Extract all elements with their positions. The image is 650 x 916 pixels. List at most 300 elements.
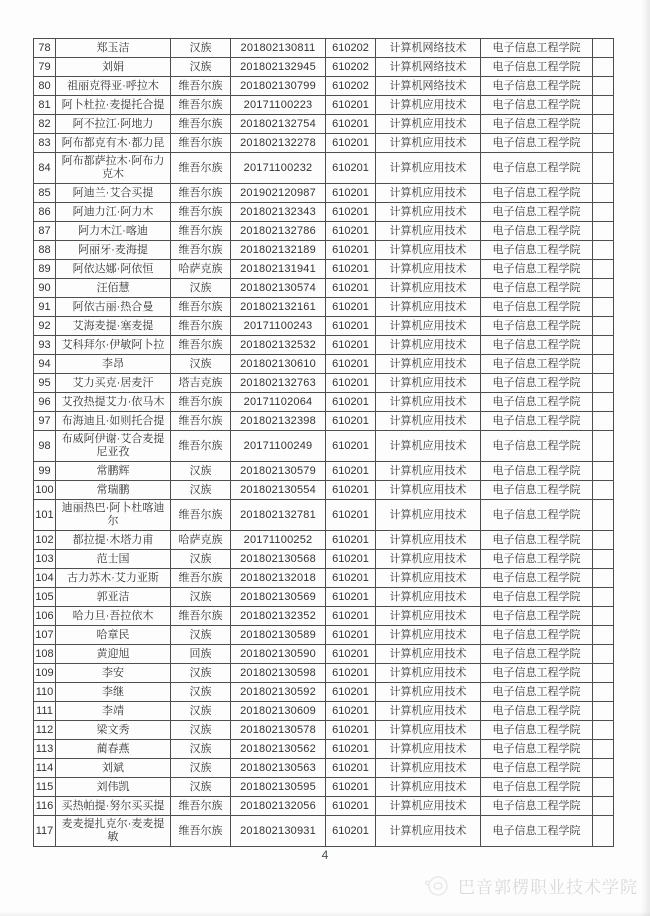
student-id-cell: 201802130579 <box>231 462 326 481</box>
no-cell: 91 <box>34 298 56 317</box>
table-row <box>34 702 614 721</box>
ethnicity-cell: 汉族 <box>171 664 231 683</box>
student-table-body <box>34 39 614 847</box>
college-watermark <box>421 872 638 898</box>
note-cell <box>593 134 614 153</box>
ethnicity-cell: 维吾尔族 <box>171 607 231 626</box>
no-cell: 94 <box>34 355 56 374</box>
table-row <box>34 740 614 759</box>
name-cell: 古力苏木·艾力亚斯 <box>56 569 171 588</box>
college-cell: 电子信息工程学院 <box>481 355 593 374</box>
table-row <box>34 664 614 683</box>
student-id-cell: 20171100252 <box>231 531 326 550</box>
note-cell <box>593 816 614 847</box>
name-cell: 李安 <box>56 664 171 683</box>
major-cell: 计算机应用技术 <box>376 531 481 550</box>
ethnicity-cell: 汉族 <box>171 702 231 721</box>
college-cell: 电子信息工程学院 <box>481 298 593 317</box>
name-cell: 梁文秀 <box>56 721 171 740</box>
college-cell: 电子信息工程学院 <box>481 222 593 241</box>
major-cell: 计算机应用技术 <box>376 645 481 664</box>
ethnicity-cell: 回族 <box>171 645 231 664</box>
table-row <box>34 134 614 153</box>
ethnicity-cell: 维吾尔族 <box>171 393 231 412</box>
no-cell: 79 <box>34 58 56 77</box>
ethnicity-cell: 维吾尔族 <box>171 500 231 531</box>
major-cell: 计算机应用技术 <box>376 759 481 778</box>
college-cell: 电子信息工程学院 <box>481 184 593 203</box>
name-cell: 艾科拜尔·伊敏阿卜拉 <box>56 336 171 355</box>
page-edge-shadow-right <box>641 0 650 916</box>
major-cell: 计算机应用技术 <box>376 588 481 607</box>
college-cell: 电子信息工程学院 <box>481 797 593 816</box>
no-cell: 102 <box>34 531 56 550</box>
ethnicity-cell: 汉族 <box>171 279 231 298</box>
note-cell <box>593 778 614 797</box>
note-cell <box>593 58 614 77</box>
no-cell: 81 <box>34 96 56 115</box>
note-cell <box>593 569 614 588</box>
major-cell: 计算机应用技术 <box>376 355 481 374</box>
name-cell: 迪丽热巴·阿卜杜喀迪尔 <box>56 500 171 531</box>
ethnicity-cell: 维吾尔族 <box>171 96 231 115</box>
student-id-cell: 201802130569 <box>231 588 326 607</box>
table-row <box>34 626 614 645</box>
student-id-cell: 201802132189 <box>231 241 326 260</box>
major-code-cell: 610201 <box>326 115 376 134</box>
major-code-cell: 610201 <box>326 550 376 569</box>
no-cell: 86 <box>34 203 56 222</box>
student-id-cell: 201802132786 <box>231 222 326 241</box>
note-cell <box>593 412 614 431</box>
name-cell: 李继 <box>56 683 171 702</box>
no-cell: 106 <box>34 607 56 626</box>
major-code-cell: 610201 <box>326 374 376 393</box>
student-id-cell: 20171100249 <box>231 431 326 462</box>
no-cell: 90 <box>34 279 56 298</box>
table-row <box>34 203 614 222</box>
ethnicity-cell: 维吾尔族 <box>171 412 231 431</box>
note-cell <box>593 115 614 134</box>
college-cell: 电子信息工程学院 <box>481 531 593 550</box>
name-cell: 阿不拉江·阿地力 <box>56 115 171 134</box>
no-cell: 100 <box>34 481 56 500</box>
college-cell: 电子信息工程学院 <box>481 588 593 607</box>
no-cell: 103 <box>34 550 56 569</box>
ethnicity-cell: 哈萨克族 <box>171 260 231 279</box>
name-cell: 范士国 <box>56 550 171 569</box>
major-code-cell: 610201 <box>326 222 376 241</box>
major-code-cell: 610201 <box>326 588 376 607</box>
ethnicity-cell: 汉族 <box>171 58 231 77</box>
ethnicity-cell: 汉族 <box>171 481 231 500</box>
ethnicity-cell: 汉族 <box>171 721 231 740</box>
no-cell: 116 <box>34 797 56 816</box>
major-code-cell: 610201 <box>326 153 376 184</box>
note-cell <box>593 260 614 279</box>
no-cell: 107 <box>34 626 56 645</box>
note-cell <box>593 153 614 184</box>
college-cell: 电子信息工程学院 <box>481 645 593 664</box>
major-cell: 计算机网络技术 <box>376 39 481 58</box>
ethnicity-cell: 汉族 <box>171 462 231 481</box>
major-cell: 计算机应用技术 <box>376 298 481 317</box>
student-id-cell: 201802132945 <box>231 58 326 77</box>
table-row <box>34 778 614 797</box>
page-edge-shadow-bottom <box>0 911 650 916</box>
name-cell: 郭亚洁 <box>56 588 171 607</box>
major-code-cell: 610201 <box>326 721 376 740</box>
name-cell: 阿丽牙·麦海提 <box>56 241 171 260</box>
ethnicity-cell: 维吾尔族 <box>171 203 231 222</box>
major-cell: 计算机应用技术 <box>376 607 481 626</box>
major-code-cell: 610202 <box>326 39 376 58</box>
major-code-cell: 610201 <box>326 96 376 115</box>
note-cell <box>593 797 614 816</box>
name-cell: 刘娟 <box>56 58 171 77</box>
ethnicity-cell: 汉族 <box>171 683 231 702</box>
table-row <box>34 393 614 412</box>
name-cell: 李昂 <box>56 355 171 374</box>
name-cell: 都拉提·木塔力甫 <box>56 531 171 550</box>
no-cell: 117 <box>34 816 56 847</box>
major-code-cell: 610201 <box>326 336 376 355</box>
ethnicity-cell: 维吾尔族 <box>171 298 231 317</box>
major-cell: 计算机网络技术 <box>376 58 481 77</box>
page-number: 4 <box>321 848 329 862</box>
student-id-cell: 201802130574 <box>231 279 326 298</box>
note-cell <box>593 759 614 778</box>
name-cell: 麦麦提扎克尔·麦麦提敏 <box>56 816 171 847</box>
note-cell <box>593 393 614 412</box>
table-row <box>34 645 614 664</box>
major-cell: 计算机应用技术 <box>376 481 481 500</box>
major-cell: 计算机应用技术 <box>376 500 481 531</box>
college-cell: 电子信息工程学院 <box>481 569 593 588</box>
no-cell: 87 <box>34 222 56 241</box>
college-cell: 电子信息工程学院 <box>481 203 593 222</box>
major-code-cell: 610201 <box>326 569 376 588</box>
major-code-cell: 610201 <box>326 462 376 481</box>
major-cell: 计算机应用技术 <box>376 115 481 134</box>
student-id-cell: 201802130609 <box>231 702 326 721</box>
major-code-cell: 610201 <box>326 607 376 626</box>
table-row <box>34 336 614 355</box>
major-code-cell: 610201 <box>326 317 376 336</box>
major-cell: 计算机应用技术 <box>376 683 481 702</box>
major-code-cell: 610201 <box>326 431 376 462</box>
major-code-cell: 610201 <box>326 664 376 683</box>
no-cell: 93 <box>34 336 56 355</box>
name-cell: 哈力旦·吾拉依木 <box>56 607 171 626</box>
student-roster-table <box>33 38 614 847</box>
name-cell: 李靖 <box>56 702 171 721</box>
major-cell: 计算机应用技术 <box>376 721 481 740</box>
student-id-cell: 201802130578 <box>231 721 326 740</box>
table-row <box>34 39 614 58</box>
note-cell <box>593 222 614 241</box>
ethnicity-cell: 汉族 <box>171 588 231 607</box>
major-code-cell: 610201 <box>326 759 376 778</box>
no-cell: 101 <box>34 500 56 531</box>
major-cell: 计算机应用技术 <box>376 374 481 393</box>
student-id-cell: 20171100232 <box>231 153 326 184</box>
major-cell: 计算机应用技术 <box>376 412 481 431</box>
ethnicity-cell: 维吾尔族 <box>171 222 231 241</box>
college-cell: 电子信息工程学院 <box>481 39 593 58</box>
note-cell <box>593 203 614 222</box>
major-code-cell: 610201 <box>326 412 376 431</box>
student-id-cell: 201802132754 <box>231 115 326 134</box>
ethnicity-cell: 维吾尔族 <box>171 797 231 816</box>
no-cell: 83 <box>34 134 56 153</box>
student-id-cell: 201802130554 <box>231 481 326 500</box>
name-cell: 祖丽克得亚·呼拉木 <box>56 77 171 96</box>
table-row <box>34 816 614 847</box>
name-cell: 阿卜杜拉·麦提托合提 <box>56 96 171 115</box>
college-cell: 电子信息工程学院 <box>481 317 593 336</box>
note-cell <box>593 241 614 260</box>
ethnicity-cell: 维吾尔族 <box>171 134 231 153</box>
note-cell <box>593 184 614 203</box>
no-cell: 80 <box>34 77 56 96</box>
student-id-cell: 201802132161 <box>231 298 326 317</box>
table-row <box>34 222 614 241</box>
major-code-cell: 610201 <box>326 184 376 203</box>
student-id-cell: 201902120987 <box>231 184 326 203</box>
table-row <box>34 683 614 702</box>
no-cell: 99 <box>34 462 56 481</box>
major-cell: 计算机应用技术 <box>376 241 481 260</box>
table-row <box>34 374 614 393</box>
student-id-cell: 201802130592 <box>231 683 326 702</box>
major-code-cell: 610201 <box>326 816 376 847</box>
college-cell: 电子信息工程学院 <box>481 664 593 683</box>
student-id-cell: 201802130931 <box>231 816 326 847</box>
college-cell: 电子信息工程学院 <box>481 759 593 778</box>
no-cell: 108 <box>34 645 56 664</box>
no-cell: 96 <box>34 393 56 412</box>
student-id-cell: 201802132018 <box>231 569 326 588</box>
ethnicity-cell: 维吾尔族 <box>171 569 231 588</box>
college-cell: 电子信息工程学院 <box>481 481 593 500</box>
ethnicity-cell: 塔吉克族 <box>171 374 231 393</box>
note-cell <box>593 664 614 683</box>
major-code-cell: 610202 <box>326 58 376 77</box>
name-cell: 常瑞鹏 <box>56 481 171 500</box>
ethnicity-cell: 汉族 <box>171 740 231 759</box>
table-row <box>34 759 614 778</box>
major-cell: 计算机应用技术 <box>376 462 481 481</box>
note-cell <box>593 39 614 58</box>
college-cell: 电子信息工程学院 <box>481 550 593 569</box>
note-cell <box>593 740 614 759</box>
table-row <box>34 153 614 184</box>
ethnicity-cell: 维吾尔族 <box>171 431 231 462</box>
major-cell: 计算机应用技术 <box>376 664 481 683</box>
ethnicity-cell: 汉族 <box>171 626 231 645</box>
student-id-cell: 201802130799 <box>231 77 326 96</box>
student-id-cell: 201802132352 <box>231 607 326 626</box>
major-code-cell: 610201 <box>326 683 376 702</box>
major-code-cell: 610201 <box>326 260 376 279</box>
major-cell: 计算机应用技术 <box>376 626 481 645</box>
name-cell: 买热帕提·努尔买买提 <box>56 797 171 816</box>
college-cell: 电子信息工程学院 <box>481 778 593 797</box>
college-cell: 电子信息工程学院 <box>481 241 593 260</box>
college-cell: 电子信息工程学院 <box>481 721 593 740</box>
name-cell: 艾力买克·居麦汗 <box>56 374 171 393</box>
table-row <box>34 588 614 607</box>
major-code-cell: 610201 <box>326 134 376 153</box>
college-cell: 电子信息工程学院 <box>481 336 593 355</box>
no-cell: 111 <box>34 702 56 721</box>
student-id-cell: 201802130598 <box>231 664 326 683</box>
no-cell: 92 <box>34 317 56 336</box>
major-code-cell: 610201 <box>326 203 376 222</box>
major-code-cell: 610201 <box>326 531 376 550</box>
major-cell: 计算机应用技术 <box>376 740 481 759</box>
ethnicity-cell: 哈萨克族 <box>171 531 231 550</box>
table-row <box>34 721 614 740</box>
table-row <box>34 500 614 531</box>
table-row <box>34 412 614 431</box>
no-cell: 82 <box>34 115 56 134</box>
ethnicity-cell: 维吾尔族 <box>171 153 231 184</box>
name-cell: 黄迎旭 <box>56 645 171 664</box>
name-cell: 阿迪力江·阿力木 <box>56 203 171 222</box>
name-cell: 蔺春燕 <box>56 740 171 759</box>
no-cell: 114 <box>34 759 56 778</box>
table-row <box>34 462 614 481</box>
note-cell <box>593 588 614 607</box>
name-cell: 艾孜热提艾力·依马木 <box>56 393 171 412</box>
college-cell: 电子信息工程学院 <box>481 115 593 134</box>
college-cell: 电子信息工程学院 <box>481 626 593 645</box>
college-cell: 电子信息工程学院 <box>481 740 593 759</box>
student-id-cell: 20171100243 <box>231 317 326 336</box>
major-cell: 计算机应用技术 <box>376 96 481 115</box>
ethnicity-cell: 汉族 <box>171 759 231 778</box>
major-cell: 计算机应用技术 <box>376 153 481 184</box>
name-cell: 阿布都克有木·都力昆 <box>56 134 171 153</box>
table-row <box>34 317 614 336</box>
major-code-cell: 610201 <box>326 355 376 374</box>
student-id-cell: 201802132398 <box>231 412 326 431</box>
name-cell: 艾海麦提·塞麦提 <box>56 317 171 336</box>
name-cell: 刘斌 <box>56 759 171 778</box>
college-cell: 电子信息工程学院 <box>481 134 593 153</box>
major-cell: 计算机应用技术 <box>376 431 481 462</box>
table-row <box>34 531 614 550</box>
note-cell <box>593 431 614 462</box>
major-cell: 计算机应用技术 <box>376 393 481 412</box>
college-cell: 电子信息工程学院 <box>481 374 593 393</box>
major-cell: 计算机应用技术 <box>376 260 481 279</box>
note-cell <box>593 317 614 336</box>
college-cell: 电子信息工程学院 <box>481 702 593 721</box>
major-cell: 计算机应用技术 <box>376 797 481 816</box>
name-cell: 常鹏辉 <box>56 462 171 481</box>
major-code-cell: 610201 <box>326 279 376 298</box>
no-cell: 95 <box>34 374 56 393</box>
college-cell: 电子信息工程学院 <box>481 153 593 184</box>
note-cell <box>593 298 614 317</box>
name-cell: 布威阿伊谢·艾合麦提尼亚孜 <box>56 431 171 462</box>
no-cell: 105 <box>34 588 56 607</box>
table-row <box>34 569 614 588</box>
ethnicity-cell: 汉族 <box>171 39 231 58</box>
student-id-cell: 201802130590 <box>231 645 326 664</box>
note-cell <box>593 550 614 569</box>
no-cell: 112 <box>34 721 56 740</box>
college-cell: 电子信息工程学院 <box>481 279 593 298</box>
name-cell: 刘伟凯 <box>56 778 171 797</box>
ethnicity-cell: 维吾尔族 <box>171 336 231 355</box>
college-cell: 电子信息工程学院 <box>481 77 593 96</box>
ethnicity-cell: 维吾尔族 <box>171 241 231 260</box>
major-code-cell: 610201 <box>326 626 376 645</box>
college-cell: 电子信息工程学院 <box>481 58 593 77</box>
table-row <box>34 298 614 317</box>
college-cell: 电子信息工程学院 <box>481 431 593 462</box>
table-row <box>34 115 614 134</box>
table-row <box>34 355 614 374</box>
note-cell <box>593 531 614 550</box>
note-cell <box>593 683 614 702</box>
major-code-cell: 610201 <box>326 797 376 816</box>
major-cell: 计算机应用技术 <box>376 222 481 241</box>
major-code-cell: 610201 <box>326 241 376 260</box>
note-cell <box>593 500 614 531</box>
note-cell <box>593 626 614 645</box>
table-row <box>34 797 614 816</box>
college-cell: 电子信息工程学院 <box>481 96 593 115</box>
college-cell: 电子信息工程学院 <box>481 462 593 481</box>
table-row <box>34 241 614 260</box>
major-code-cell: 610201 <box>326 500 376 531</box>
ethnicity-cell: 汉族 <box>171 550 231 569</box>
no-cell: 89 <box>34 260 56 279</box>
college-cell: 电子信息工程学院 <box>481 816 593 847</box>
table-row <box>34 77 614 96</box>
note-cell <box>593 721 614 740</box>
major-cell: 计算机应用技术 <box>376 203 481 222</box>
ethnicity-cell: 维吾尔族 <box>171 184 231 203</box>
college-cell: 电子信息工程学院 <box>481 607 593 626</box>
name-cell: 郑玉洁 <box>56 39 171 58</box>
name-cell: 哈章民 <box>56 626 171 645</box>
watermark-text: 巴音郭楞职业技术学院 <box>458 877 638 897</box>
student-id-cell: 20171100223 <box>231 96 326 115</box>
note-cell <box>593 462 614 481</box>
no-cell: 115 <box>34 778 56 797</box>
major-code-cell: 610201 <box>326 778 376 797</box>
college-cell: 电子信息工程学院 <box>481 393 593 412</box>
note-cell <box>593 355 614 374</box>
no-cell: 98 <box>34 431 56 462</box>
name-cell: 阿依达娜·阿依恒 <box>56 260 171 279</box>
table-row <box>34 58 614 77</box>
no-cell: 113 <box>34 740 56 759</box>
ethnicity-cell: 维吾尔族 <box>171 816 231 847</box>
student-id-cell: 201802132532 <box>231 336 326 355</box>
college-cell: 电子信息工程学院 <box>481 260 593 279</box>
major-code-cell: 610202 <box>326 77 376 96</box>
note-cell <box>593 481 614 500</box>
major-code-cell: 610201 <box>326 740 376 759</box>
student-id-cell: 201802130568 <box>231 550 326 569</box>
